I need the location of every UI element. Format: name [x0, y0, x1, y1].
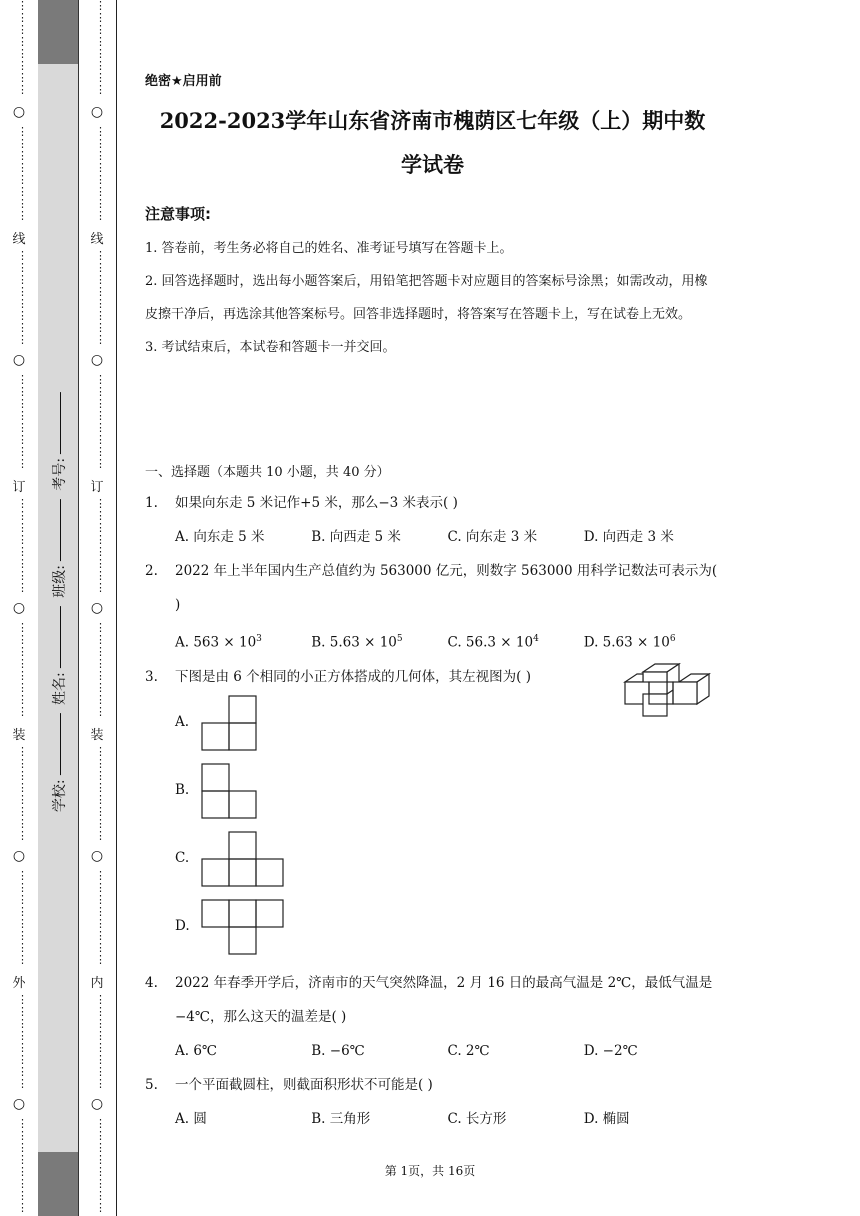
option-c[interactable]: C. 长方形 — [447, 1110, 507, 1127]
exam-number-field[interactable] — [60, 392, 61, 454]
notes-heading: 注意事项: — [145, 205, 211, 223]
exam-content — [145, 70, 720, 1136]
question-text: 如果向东走 5 米记作+5 米，那么−3 米表示( ) — [175, 495, 458, 511]
exam-title-line-2: 学试卷 — [401, 152, 464, 177]
name-field[interactable] — [60, 606, 61, 668]
binding-mark-ding: 订 — [90, 480, 104, 495]
circle-mark: ○ — [12, 352, 26, 368]
question-number: 2. — [145, 563, 158, 579]
option-c[interactable]: C. $56.3 \times 10^4$ — [447, 634, 539, 651]
question-text: 2022 年上半年国内生产总值约为 563000 亿元，则数字 563000 用科学记数法可表示为( ) — [175, 563, 718, 613]
note-item: 3. 考试结束后，本试卷和答题卡一并交回。 — [145, 340, 396, 355]
option-c[interactable]: C. 2℃ — [447, 1042, 490, 1059]
class-label: 班级: — [52, 565, 68, 598]
question-number: 5. — [145, 1076, 158, 1093]
option-d[interactable]: D. −2℃ — [583, 1042, 638, 1059]
binding-mark-wai: 外 — [12, 976, 26, 991]
section-title: 一、选择题（本题共 10 小题，共 40 分） — [145, 465, 390, 480]
circle-mark: ○ — [12, 1096, 26, 1112]
question-2-options — [145, 622, 720, 660]
option-a[interactable]: A. 6℃ — [175, 1042, 218, 1059]
option-c[interactable]: C. 向东走 3 米 — [447, 529, 538, 545]
left-view-c — [200, 830, 286, 888]
option-b[interactable]: B. 向西走 5 米 — [311, 529, 401, 545]
circle-mark: ○ — [12, 848, 26, 864]
question-3-option-a[interactable]: A. — [145, 694, 720, 762]
option-d[interactable]: D. $5.63 \times 10^6$ — [583, 634, 676, 651]
question-3-option-d[interactable]: D. — [145, 898, 720, 966]
note-item: 2. 回答选择题时，选出每小题答案后，用铅笔把答题卡对应题目的答案标号涂黑；如需改动，用橡皮擦干净后，再选涂其他答案标号。回答非选择题时，将答案写在答题卡上，写在试卷上无效。 — [145, 274, 708, 322]
question-number: 4. — [145, 974, 158, 991]
question-4 — [145, 966, 720, 1034]
question-1-options — [145, 520, 720, 554]
question-3-option-b[interactable]: B. — [145, 762, 720, 830]
outer-binding-strip: ⋮ ⋮ ⋮ ⋮ ⋮ ⋮ ⋮ ⋮ ○ ⋮ ⋮ ⋮ ⋮ ⋮ ⋮ ⋮ ⋮ 线 ⋮ ⋮ ⋮ ⋮ ⋮ ⋮ ⋮ ⋮ ○ ⋮ ⋮ ⋮ ⋮ ⋮ ⋮ ⋮ ⋮ 订 ⋮ ⋮ ⋮ ⋮ ⋮ ⋮ ⋮ ⋮ ○ ⋮ ⋮ ⋮ ⋮ ⋮ ⋮ ⋮ ⋮ 装 ⋮ ⋮ ⋮ ⋮ ⋮ ⋮ ⋮ ⋮ ○ ⋮ ⋮ ⋮ ⋮ ⋮ ⋮ ⋮ ⋮ 外 ⋮ ⋮ ⋮ ⋮ ⋮ ⋮ ⋮ ⋮ ○ ⋮ ⋮ ⋮ ⋮ ⋮ ⋮ ⋮ ⋮ — [0, 0, 39, 1216]
option-d[interactable]: D. 椭圆 — [583, 1110, 630, 1127]
binding-mark-zhuang: 装 — [12, 728, 26, 743]
question-3 — [145, 660, 720, 694]
question-5-options — [145, 1102, 720, 1136]
secret-label: 绝密★启用前 — [145, 74, 222, 89]
circle-mark: ○ — [90, 600, 104, 616]
circle-mark: ○ — [90, 352, 104, 368]
binding-mark-zhuang: 装 — [90, 728, 104, 743]
circle-mark: ○ — [90, 1096, 104, 1112]
circle-mark: ○ — [90, 848, 104, 864]
circle-mark: ○ — [12, 600, 26, 616]
option-b[interactable]: B. −6℃ — [311, 1042, 365, 1059]
binding-mark-ding: 订 — [12, 480, 26, 495]
binding-mark-xian: 线 — [90, 232, 104, 247]
school-label: 学校: — [52, 779, 68, 813]
binding-mark-xian: 线 — [12, 232, 26, 247]
dotted-line: ⋮ ⋮ ⋮ ⋮ ⋮ ⋮ ⋮ ⋮ — [17, 0, 28, 96]
question-number: 3. — [145, 668, 158, 685]
name-label: 姓名: — [52, 672, 68, 705]
student-info-fields — [46, 380, 72, 820]
question-text: 一个平面截圆柱，则截面积形状不可能是( ) — [175, 1076, 433, 1093]
inner-binding-strip: ⋮ ⋮ ⋮ ⋮ ⋮ ⋮ ⋮ ⋮ ○ ⋮ ⋮ ⋮ ⋮ ⋮ ⋮ ⋮ ⋮ 线 ⋮ ⋮ ⋮ ⋮ ⋮ ⋮ ⋮ ⋮ ○ ⋮ ⋮ ⋮ ⋮ ⋮ ⋮ ⋮ ⋮ 订 ⋮ ⋮ ⋮ ⋮ ⋮ ⋮ ⋮ ⋮ ○ ⋮ ⋮ ⋮ ⋮ ⋮ ⋮ ⋮ ⋮ 装 ⋮ ⋮ ⋮ ⋮ ⋮ ⋮ ⋮ ⋮ ○ ⋮ ⋮ ⋮ ⋮ ⋮ ⋮ ⋮ ⋮ 内 ⋮ ⋮ ⋮ ⋮ ⋮ ⋮ ⋮ ⋮ ○ ⋮ ⋮ ⋮ ⋮ ⋮ ⋮ ⋮ ⋮ — [78, 0, 117, 1216]
question-1 — [145, 486, 720, 520]
option-d[interactable]: D. 向西走 3 米 — [583, 529, 674, 545]
circle-mark: ○ — [90, 104, 104, 120]
option-b[interactable]: B. 三角形 — [311, 1110, 371, 1127]
exam-number-label: 考号: — [52, 457, 68, 491]
option-a[interactable]: A. $563 \times 10^3$ — [175, 634, 262, 651]
question-3-option-c[interactable]: C. — [145, 830, 720, 898]
binding-mark-nei: 内 — [90, 976, 104, 991]
left-view-b — [200, 762, 260, 820]
question-4-options — [145, 1034, 720, 1068]
school-field[interactable] — [60, 713, 61, 775]
circle-mark: ○ — [12, 104, 26, 120]
question-number: 1. — [145, 495, 158, 511]
question-5 — [145, 1068, 720, 1102]
strip-dark-block-top — [38, 0, 78, 64]
question-text: 2022 年春季开学后，济南市的天气突然降温，2 月 16 日的最高气温是 2℃，最低气温是−4℃，那么这天的温差是( ) — [175, 974, 713, 1025]
question-text: 下图是由 6 个相同的小正方体搭成的几何体，其左视图为( ) — [175, 668, 531, 685]
exam-title-line-1: 2022-2023学年山东省济南市槐荫区七年级（上）期中数 — [159, 108, 706, 133]
question-2 — [145, 554, 720, 622]
page-footer: 第 1页，共 16页 — [384, 1164, 476, 1178]
option-b[interactable]: B. $5.63 \times 10^5$ — [311, 634, 403, 651]
left-view-a — [200, 694, 260, 752]
class-field[interactable] — [60, 499, 61, 561]
option-a[interactable]: A. 圆 — [175, 1110, 207, 1127]
left-view-d — [200, 898, 286, 956]
option-a[interactable]: A. 向东走 5 米 — [175, 529, 265, 545]
note-item: 1. 答卷前，考生务必将自己的姓名、准考证号填写在答题卡上。 — [145, 241, 513, 256]
